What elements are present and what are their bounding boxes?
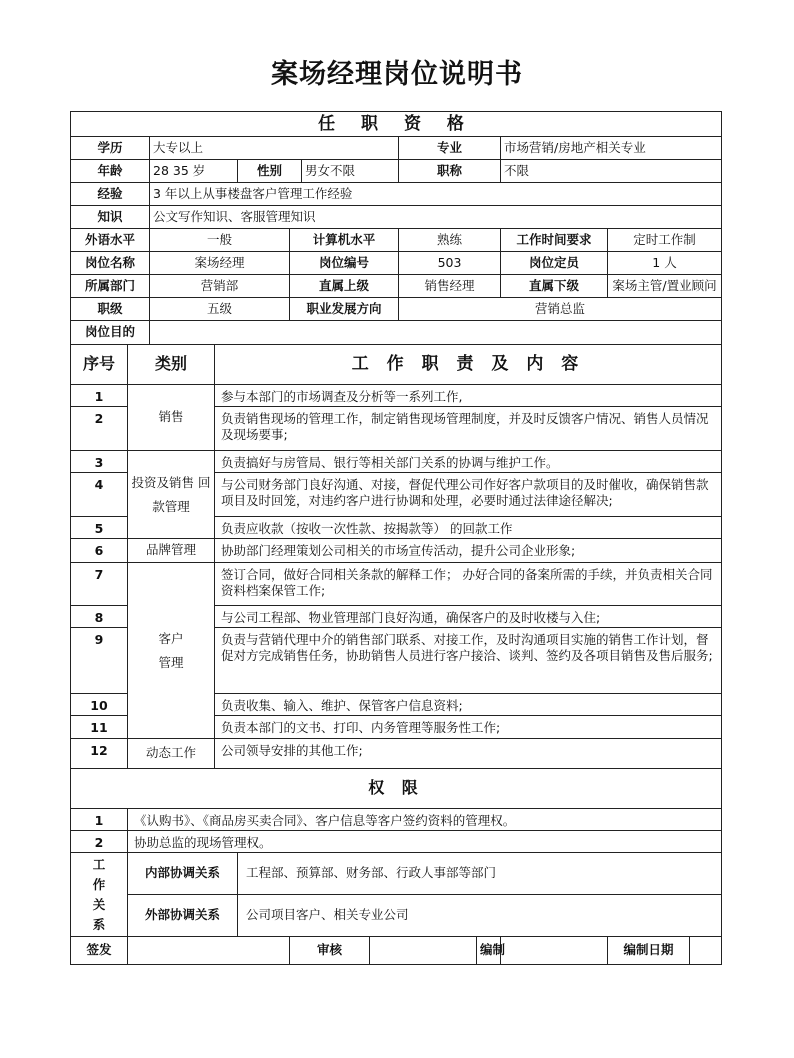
duty-number: 3 (71, 451, 128, 473)
duty-category-header: 类别 (128, 345, 215, 385)
qualifications-section-title: 任 职 资 格 (71, 112, 722, 137)
duty-text: 负责与营销代理中介的销售部门联系、对接工作，及时沟通项目实施的销售工作计划，督促对方完成销售任务，协助销售人员进行客户接洽、谈判、签约及各项目销售及售后服务; (215, 628, 722, 694)
external-relations-value: 公司项目客户、相关专业公司 (238, 895, 722, 937)
compile-date-label: 编制日期 (608, 937, 690, 965)
duty-text: 公司领导安排的其他工作; (215, 739, 722, 769)
major-label: 专业 (399, 137, 501, 160)
duty-number: 11 (71, 716, 128, 739)
duty-text: 负责应收款（按收一次性款、按揭款等） 的回款工作 (215, 517, 722, 539)
duty-text: 负责搞好与房管局、银行等相关部门关系的协调与维护工作。 (215, 451, 722, 473)
education-value: 大专以上 (150, 137, 399, 160)
authority-section-title: 权 限 (71, 769, 722, 809)
compiled-by-label: 编制 (477, 937, 501, 965)
duty-text: 与公司财务部门良好沟通、对接，督促代理公司作好客户款项目的及时催收，确保销售款项目及时回笼，对违约客户进行协调和处理，必要时通过法律途径解决; (215, 473, 722, 517)
duty-category-sales: 销售 (128, 385, 215, 451)
duty-content-header: 工 作 职 责 及 内 容 (215, 345, 722, 385)
foreign-language-label: 外语水平 (71, 229, 150, 252)
authority-text: 《认购书》、《商品房买卖合同》、客户信息等客户签约资料的管理权。 (128, 809, 722, 831)
authority-number: 1 (71, 809, 128, 831)
gender-label: 性别 (238, 160, 302, 183)
department-value: 营销部 (150, 275, 290, 298)
duty-number: 6 (71, 539, 128, 563)
knowledge-value: 公文写作知识、客服管理知识 (150, 206, 722, 229)
experience-label: 经验 (71, 183, 150, 206)
job-title-value: 不限 (501, 160, 722, 183)
position-purpose-value (150, 321, 722, 345)
duty-number: 10 (71, 694, 128, 716)
duty-category-brand: 品牌管理 (128, 539, 215, 563)
headcount-value: 1 人 (608, 252, 722, 275)
internal-relations-label: 内部协调关系 (128, 853, 238, 895)
duty-number-header: 序号 (71, 345, 128, 385)
subordinate-value: 案场主管/置业顾问 (608, 275, 722, 298)
major-value: 市场营销/房地产相关专业 (501, 137, 722, 160)
age-value: 28 35 岁 (150, 160, 238, 183)
duty-text: 负责销售现场的管理工作，制定销售现场管理制度，并及时反馈客户情况、销售人员情况及现场要事; (215, 407, 722, 451)
duty-text: 参与本部门的市场调查及分析等一系列工作, (215, 385, 722, 407)
duty-number: 8 (71, 606, 128, 628)
career-path-label: 职业发展方向 (290, 298, 399, 321)
position-name-value: 案场经理 (150, 252, 290, 275)
work-relations-label: 工作关系 (71, 853, 128, 937)
career-path-value: 营销总监 (399, 298, 722, 321)
duty-number: 1 (71, 385, 128, 407)
reviewed-by-label: 审核 (290, 937, 370, 965)
knowledge-label: 知识 (71, 206, 150, 229)
duty-category-investment: 投资及销售 回 款管理 (128, 451, 215, 539)
job-description-table (70, 111, 722, 965)
duty-category-customer: 客户管理 (128, 563, 215, 739)
position-name-label: 岗位名称 (71, 252, 150, 275)
authority-number: 2 (71, 831, 128, 853)
work-time-label: 工作时间要求 (501, 229, 608, 252)
foreign-language-value: 一般 (150, 229, 290, 252)
gender-value: 男女不限 (302, 160, 399, 183)
education-label: 学历 (71, 137, 150, 160)
duty-text: 签订合同，做好合同相关条款的解释工作； 办好合同的备案所需的手续，并负责相关合同资料档案保管工作; (215, 563, 722, 606)
grade-value: 五级 (150, 298, 290, 321)
compiled-by-value (501, 937, 608, 965)
duty-number: 5 (71, 517, 128, 539)
superior-label: 直属上级 (290, 275, 399, 298)
authority-text: 协助总监的现场管理权。 (128, 831, 722, 853)
position-purpose-label: 岗位目的 (71, 321, 150, 345)
internal-relations-value: 工程部、预算部、财务部、行政人事部等部门 (238, 853, 722, 895)
duty-number: 9 (71, 628, 128, 694)
age-label: 年龄 (71, 160, 150, 183)
duty-text: 负责本部门的文书、打印、内务管理等服务性工作; (215, 716, 722, 739)
department-label: 所属部门 (71, 275, 150, 298)
grade-label: 职级 (71, 298, 150, 321)
duty-number: 7 (71, 563, 128, 606)
computer-skill-value: 熟练 (399, 229, 501, 252)
subordinate-label: 直属下级 (501, 275, 608, 298)
computer-skill-label: 计算机水平 (290, 229, 399, 252)
duty-text: 负责收集、输入、维护、保管客户信息资料; (215, 694, 722, 716)
duty-number: 4 (71, 473, 128, 517)
external-relations-label: 外部协调关系 (128, 895, 238, 937)
duty-category-dynamic: 动态工作 (128, 739, 215, 769)
duty-number: 2 (71, 407, 128, 451)
duty-number: 12 (71, 739, 128, 769)
experience-value: 3 年以上从事楼盘客户管理工作经验 (150, 183, 722, 206)
position-code-value: 503 (399, 252, 501, 275)
headcount-label: 岗位定员 (501, 252, 608, 275)
issued-by-value (128, 937, 290, 965)
duty-text: 协助部门经理策划公司相关的市场宣传活动，提升公司企业形象; (215, 539, 722, 563)
reviewed-by-value (370, 937, 477, 965)
document-title: 案场经理岗位说明书 (271, 59, 523, 90)
job-title-label: 职称 (399, 160, 501, 183)
superior-value: 销售经理 (399, 275, 501, 298)
position-code-label: 岗位编号 (290, 252, 399, 275)
compile-date-value (690, 937, 722, 965)
issued-by-label: 签发 (71, 937, 128, 965)
work-time-value: 定时工作制 (608, 229, 722, 252)
duty-text: 与公司工程部、物业管理部门良好沟通，确保客户的及时收楼与入住; (215, 606, 722, 628)
